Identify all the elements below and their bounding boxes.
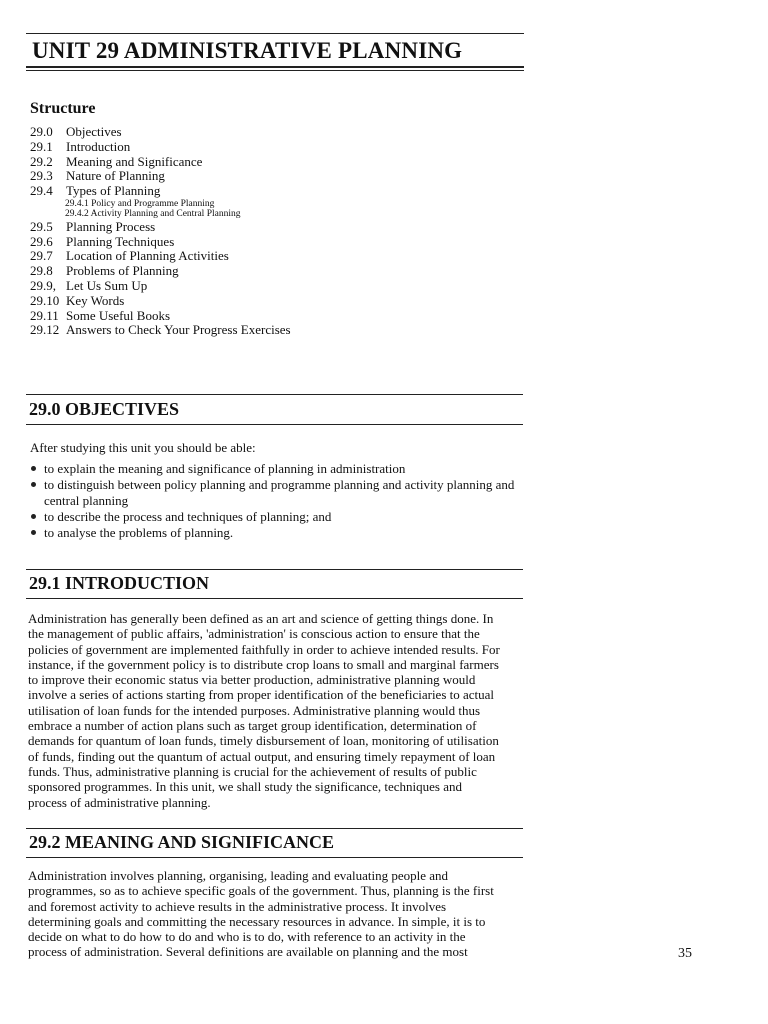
text-line: Administration involves planning, organising, leading and evaluating people and xyxy=(28,868,449,883)
toc-item xyxy=(30,309,291,324)
toc-item xyxy=(30,235,291,250)
text-line: decide on what to do how to do and who is to do, with reference to an activity in the xyxy=(28,929,466,945)
objectives-top-rule xyxy=(26,394,523,395)
toc-item xyxy=(30,125,291,140)
toc-label: Planning Process xyxy=(66,218,156,234)
toc-item xyxy=(30,140,291,155)
toc-number: 29.12 xyxy=(30,322,60,338)
toc-subitem: 29.4.1 Policy and Programme Planning xyxy=(65,198,215,209)
toc-label: Types of Planning xyxy=(66,183,161,199)
toc-item xyxy=(30,220,291,235)
meaning-paragraph xyxy=(28,868,494,960)
toc-item xyxy=(30,184,291,199)
introduction-paragraph xyxy=(28,611,500,810)
text-line: involve a series of actions starting from proper identification of the beneficiaries to actual xyxy=(28,687,495,703)
toc-label: Nature of Planning xyxy=(66,168,165,184)
toc-label: Meaning and Significance xyxy=(66,153,203,169)
toc-number: 29.1 xyxy=(30,138,53,154)
toc-label: Problems of Planning xyxy=(66,263,179,279)
bullet-icon xyxy=(30,509,44,524)
toc-number: 29.4 xyxy=(30,183,53,199)
bullet-icon xyxy=(30,461,44,476)
list-item-text: to explain the meaning and significance of planning in administration xyxy=(44,461,406,476)
text-line: and foremost activity to achieve results in the administrative process. It involves xyxy=(28,898,447,914)
list-item xyxy=(30,477,520,508)
text-line: programmes, so as to achieve specific goals of the government. Thus, planning is the first xyxy=(28,883,494,899)
objectives-heading: 29.0 OBJECTIVES xyxy=(29,399,180,419)
meaning-bottom-rule xyxy=(26,857,523,858)
toc-number: 29.7 xyxy=(30,248,53,264)
text-line: Administration has generally been defined as an art and science of getting things done. In xyxy=(28,611,494,626)
text-line: process of administration. Several definitions are available on planning and the most xyxy=(28,944,468,960)
toc-number: 29.2 xyxy=(30,153,53,169)
toc-number: 29.0 xyxy=(30,124,53,139)
title-top-rule xyxy=(26,33,524,34)
text-line: determining goals and committing the necessary resources in advance. In simple, it is to xyxy=(28,913,486,929)
list-item-text: to distinguish between policy planning and programme planning and activity planning and central planning xyxy=(44,477,515,508)
toc-label: Answers to Check Your Progress Exercises xyxy=(66,322,291,338)
toc-item xyxy=(30,155,291,170)
toc-number: 29.5 xyxy=(30,218,53,234)
text-line: the management of public affairs, 'administration' is conscious action to ensure that the xyxy=(28,626,480,642)
meaning-top-rule xyxy=(26,828,523,829)
page-number: 35 xyxy=(678,946,692,961)
toc-label: Planning Techniques xyxy=(66,233,175,249)
title-bottom-rule xyxy=(26,66,524,68)
unit-title: UNIT 29 ADMINISTRATIVE PLANNING xyxy=(32,38,463,63)
toc-label: Key Words xyxy=(66,292,125,308)
list-item-text: to analyse the problems of planning. xyxy=(44,525,234,541)
text-line: instance, if the government policy is to distribute crop loans to small and marginal farmers xyxy=(28,656,499,672)
toc-item xyxy=(30,294,291,309)
list-item xyxy=(30,461,520,476)
bullet-icon xyxy=(30,525,44,540)
introduction-bottom-rule xyxy=(26,598,523,599)
text-line: demands for quantum of loan funds, timely disbursement of loan, monitoring of utilisation xyxy=(28,733,499,749)
toc-label: Introduction xyxy=(66,138,131,154)
toc-label: Some Useful Books xyxy=(66,307,170,323)
toc-number: 29.6 xyxy=(30,233,53,249)
toc-number: 29.3 xyxy=(30,168,53,184)
objectives-bottom-rule xyxy=(26,424,523,425)
toc-number: 29.9, xyxy=(30,277,56,293)
list-item xyxy=(30,509,520,524)
meaning-heading: 29.2 MEANING AND SIGNIFICANCE xyxy=(29,832,335,852)
structure-heading: Structure xyxy=(30,100,96,117)
text-line: funds. Thus, administrative planning is crucial for the achievement of results of public xyxy=(28,763,477,779)
objectives-intro: After studying this unit you should be able: xyxy=(30,440,256,455)
objectives-list xyxy=(30,461,520,541)
toc-item xyxy=(30,249,291,264)
text-line: to improve their economic status via better production, administrative planning would xyxy=(28,672,476,688)
toc-label: Location of Planning Activities xyxy=(66,248,229,264)
text-line: process of administrative planning. xyxy=(28,794,211,810)
introduction-top-rule xyxy=(26,569,523,570)
text-line: utilisation of loan funds for the intended purposes. Administrative planning would thus xyxy=(28,702,481,718)
toc-label: Let Us Sum Up xyxy=(66,277,148,293)
toc-item xyxy=(30,169,291,184)
toc-label: Objectives xyxy=(66,124,122,139)
table-of-contents xyxy=(30,125,291,338)
toc-number: 29.8 xyxy=(30,263,53,279)
text-line: embrace a number of action plans such as target group identification, determination of xyxy=(28,718,477,734)
list-item xyxy=(30,525,520,540)
toc-number: 29.11 xyxy=(30,307,59,323)
list-item-text: to describe the process and techniques of planning; and xyxy=(44,508,332,524)
bullet-icon xyxy=(30,477,44,508)
toc-item xyxy=(30,323,291,338)
text-line: sponsored programmes. In this unit, we shall study the significance, techniques and xyxy=(28,779,462,795)
toc-number: 29.10 xyxy=(30,292,60,308)
introduction-heading: 29.1 INTRODUCTION xyxy=(29,573,210,593)
text-line: of funds, finding out the quantum of actual output, and ensuring timely repayment of loan xyxy=(28,748,496,764)
toc-item xyxy=(30,279,291,294)
toc-subitem: 29.4.2 Activity Planning and Central Planning xyxy=(65,209,241,220)
title-bottom-rule-thin xyxy=(26,70,524,71)
text-line: policies of government are implemented faithfully in order to achieve intended results. For xyxy=(28,641,500,657)
toc-item xyxy=(30,264,291,279)
